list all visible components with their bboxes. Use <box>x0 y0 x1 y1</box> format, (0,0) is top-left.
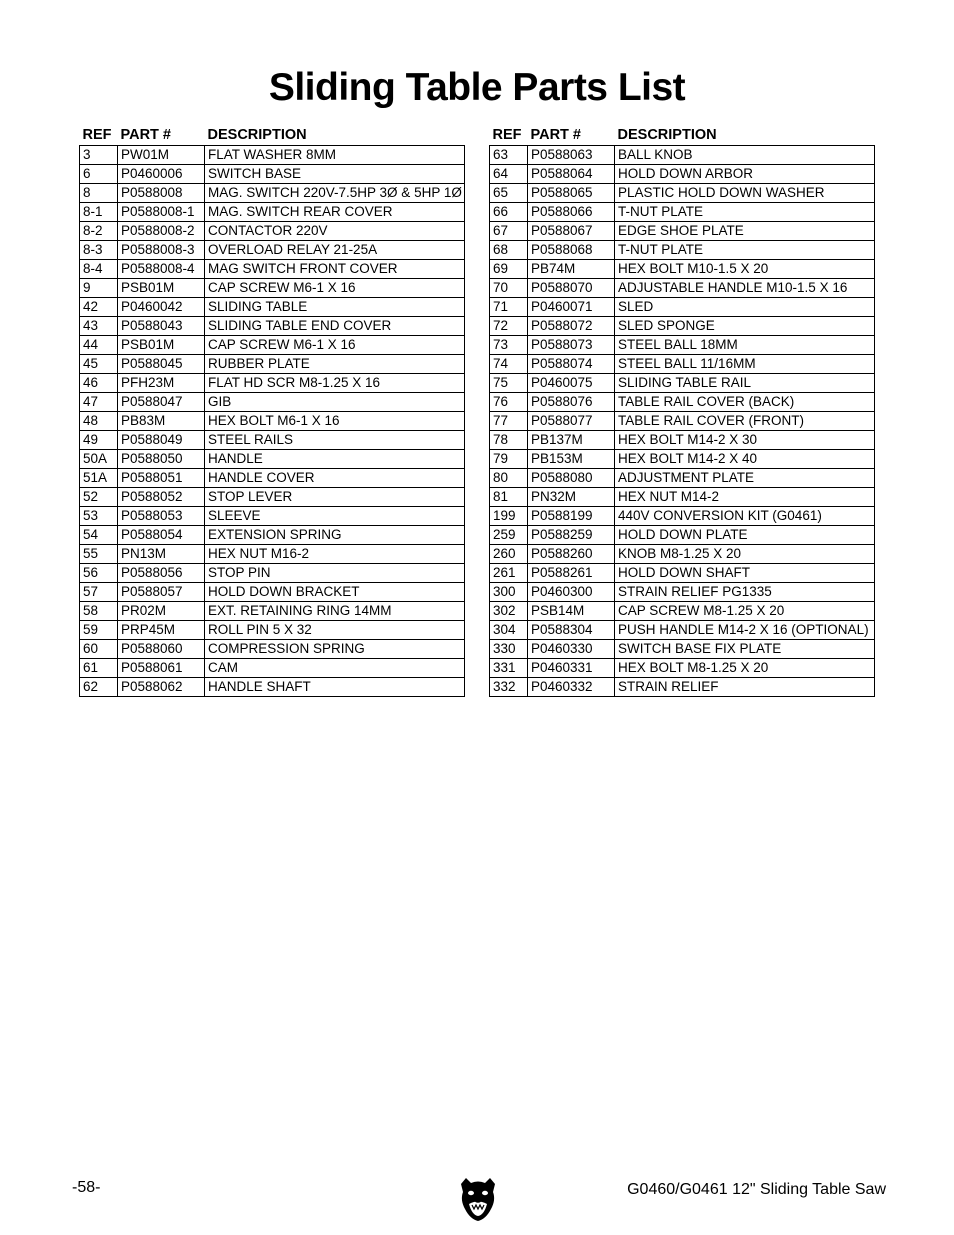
part-ref-cell: 78 <box>490 431 528 450</box>
table-row <box>80 602 465 621</box>
part-number-cell: P0588077 <box>528 412 615 431</box>
table-row <box>490 241 875 260</box>
table-row <box>490 488 875 507</box>
part-ref-cell: 81 <box>490 488 528 507</box>
part-ref-cell: 42 <box>80 298 118 317</box>
part-ref-cell: 331 <box>490 659 528 678</box>
table-row <box>80 184 465 203</box>
part-number-cell: P0588076 <box>528 393 615 412</box>
part-description-cell: HEX BOLT M8-1.25 X 20 <box>615 659 875 678</box>
part-number-cell: P0588057 <box>118 583 205 602</box>
table-row <box>490 431 875 450</box>
part-ref-cell: 65 <box>490 184 528 203</box>
part-number-cell: P0588259 <box>528 526 615 545</box>
part-ref-cell: 8 <box>80 184 118 203</box>
part-description-cell: PUSH HANDLE M14-2 X 16 (OPTIONAL) <box>615 621 875 640</box>
part-ref-cell: 75 <box>490 374 528 393</box>
part-description-cell: FLAT HD SCR M8-1.25 X 16 <box>205 374 465 393</box>
part-number-cell: P0588008-4 <box>118 260 205 279</box>
part-description-cell: HOLD DOWN ARBOR <box>615 165 875 184</box>
part-number-cell: P0588008-2 <box>118 222 205 241</box>
table-row <box>80 431 465 450</box>
part-ref-cell: 302 <box>490 602 528 621</box>
part-number-cell: P0460300 <box>528 583 615 602</box>
part-number-cell: P0588073 <box>528 336 615 355</box>
part-description-cell: SLIDING TABLE END COVER <box>205 317 465 336</box>
part-number-cell: PB137M <box>528 431 615 450</box>
part-number-cell: P0588053 <box>118 507 205 526</box>
part-number-cell: P0588063 <box>528 146 615 165</box>
part-description-cell: CONTACTOR 220V <box>205 222 465 241</box>
table-row <box>490 412 875 431</box>
part-description-cell: EXT. RETAINING RING 14MM <box>205 602 465 621</box>
table-row <box>490 203 875 222</box>
part-number-cell: P0588080 <box>528 469 615 488</box>
part-ref-cell: 47 <box>80 393 118 412</box>
column-header-part: PART # <box>530 127 581 143</box>
part-number-cell: P0588052 <box>118 488 205 507</box>
part-description-cell: PLASTIC HOLD DOWN WASHER <box>615 184 875 203</box>
table-row <box>490 317 875 336</box>
part-description-cell: GIB <box>205 393 465 412</box>
part-ref-cell: 73 <box>490 336 528 355</box>
table-row <box>490 545 875 564</box>
part-description-cell: COMPRESSION SPRING <box>205 640 465 659</box>
part-description-cell: ADJUSTMENT PLATE <box>615 469 875 488</box>
part-number-cell: P0588051 <box>118 469 205 488</box>
table-row <box>80 545 465 564</box>
part-description-cell: HANDLE <box>205 450 465 469</box>
table-row <box>80 393 465 412</box>
table-row <box>490 564 875 583</box>
table-row <box>490 222 875 241</box>
table-row <box>80 564 465 583</box>
page-title: Sliding Table Parts List <box>268 66 686 109</box>
table-row <box>80 146 465 165</box>
part-description-cell: HEX BOLT M6-1 X 16 <box>205 412 465 431</box>
table-row <box>490 184 875 203</box>
part-ref-cell: 8-4 <box>80 260 118 279</box>
part-ref-cell: 260 <box>490 545 528 564</box>
part-description-cell: RUBBER PLATE <box>205 355 465 374</box>
part-ref-cell: 332 <box>490 678 528 697</box>
part-number-cell: P0588304 <box>528 621 615 640</box>
part-description-cell: HANDLE SHAFT <box>205 678 465 697</box>
part-ref-cell: 8-1 <box>80 203 118 222</box>
part-ref-cell: 259 <box>490 526 528 545</box>
table-row <box>490 165 875 184</box>
table-row <box>80 640 465 659</box>
part-description-cell: STEEL RAILS <box>205 431 465 450</box>
column-header-part: PART # <box>120 127 171 143</box>
part-number-cell: P0588199 <box>528 507 615 526</box>
part-number-cell: PRP45M <box>118 621 205 640</box>
part-number-cell: P0588054 <box>118 526 205 545</box>
part-description-cell: 440V CONVERSION KIT (G0461) <box>615 507 875 526</box>
part-description-cell: SLEEVE <box>205 507 465 526</box>
part-description-cell: HOLD DOWN SHAFT <box>615 564 875 583</box>
part-description-cell: STOP LEVER <box>205 488 465 507</box>
part-ref-cell: 68 <box>490 241 528 260</box>
part-description-cell: CAM <box>205 659 465 678</box>
table-row <box>490 298 875 317</box>
part-number-cell: PSB14M <box>528 602 615 621</box>
part-description-cell: MAG. SWITCH REAR COVER <box>205 203 465 222</box>
part-number-cell: P0460042 <box>118 298 205 317</box>
part-ref-cell: 70 <box>490 279 528 298</box>
parts-table-right-body <box>490 146 875 697</box>
table-row <box>490 678 875 697</box>
parts-table-right <box>489 122 875 697</box>
part-description-cell: SLED <box>615 298 875 317</box>
part-description-cell: STRAIN RELIEF PG1335 <box>615 583 875 602</box>
table-row <box>80 317 465 336</box>
part-ref-cell: 51A <box>80 469 118 488</box>
part-ref-cell: 58 <box>80 602 118 621</box>
table-row <box>80 298 465 317</box>
table-header-row <box>80 122 465 146</box>
part-number-cell: P0588065 <box>528 184 615 203</box>
part-ref-cell: 50A <box>80 450 118 469</box>
part-number-cell: P0588062 <box>118 678 205 697</box>
table-row <box>80 279 465 298</box>
part-ref-cell: 8-3 <box>80 241 118 260</box>
part-ref-cell: 48 <box>80 412 118 431</box>
part-ref-cell: 300 <box>490 583 528 602</box>
part-ref-cell: 59 <box>80 621 118 640</box>
part-description-cell: HEX NUT M14-2 <box>615 488 875 507</box>
part-description-cell: ADJUSTABLE HANDLE M10-1.5 X 16 <box>615 279 875 298</box>
part-description-cell: HOLD DOWN PLATE <box>615 526 875 545</box>
part-number-cell: PB153M <box>528 450 615 469</box>
part-number-cell: P0588260 <box>528 545 615 564</box>
page-number: -58- <box>72 1179 101 1196</box>
table-row <box>490 450 875 469</box>
column-header-description: DESCRIPTION <box>617 127 717 143</box>
part-description-cell: KNOB M8-1.25 X 20 <box>615 545 875 564</box>
part-description-cell: STEEL BALL 11/16MM <box>615 355 875 374</box>
part-description-cell: SLED SPONGE <box>615 317 875 336</box>
part-number-cell: PN32M <box>528 488 615 507</box>
part-ref-cell: 330 <box>490 640 528 659</box>
part-description-cell: TABLE RAIL COVER (BACK) <box>615 393 875 412</box>
part-description-cell: SLIDING TABLE <box>205 298 465 317</box>
part-number-cell: P0588043 <box>118 317 205 336</box>
part-number-cell: PB83M <box>118 412 205 431</box>
part-description-cell: SWITCH BASE <box>205 165 465 184</box>
part-ref-cell: 72 <box>490 317 528 336</box>
part-number-cell: P0588045 <box>118 355 205 374</box>
part-description-cell: CAP SCREW M6-1 X 16 <box>205 336 465 355</box>
table-row <box>490 602 875 621</box>
part-ref-cell: 199 <box>490 507 528 526</box>
part-number-cell: P0588068 <box>528 241 615 260</box>
part-description-cell: MAG SWITCH FRONT COVER <box>205 260 465 279</box>
part-number-cell: PR02M <box>118 602 205 621</box>
column-header-description: DESCRIPTION <box>207 127 307 143</box>
part-description-cell: MAG. SWITCH 220V-7.5HP 3Ø & 5HP 1Ø <box>205 184 465 203</box>
table-row <box>80 355 465 374</box>
table-row <box>80 203 465 222</box>
part-number-cell: PN13M <box>118 545 205 564</box>
part-number-cell: P0588008 <box>118 184 205 203</box>
table-row <box>80 678 465 697</box>
part-ref-cell: 54 <box>80 526 118 545</box>
part-description-cell: STOP PIN <box>205 564 465 583</box>
part-ref-cell: 80 <box>490 469 528 488</box>
part-number-cell: PSB01M <box>118 336 205 355</box>
part-description-cell: HEX BOLT M14-2 X 30 <box>615 431 875 450</box>
table-row <box>80 222 465 241</box>
part-number-cell: P0460330 <box>528 640 615 659</box>
table-row <box>490 336 875 355</box>
part-description-cell: T-NUT PLATE <box>615 241 875 260</box>
part-description-cell: EDGE SHOE PLATE <box>615 222 875 241</box>
part-ref-cell: 46 <box>80 374 118 393</box>
column-header-ref: REF <box>82 127 112 143</box>
table-row <box>80 469 465 488</box>
part-description-cell: CAP SCREW M6-1 X 16 <box>205 279 465 298</box>
part-ref-cell: 3 <box>80 146 118 165</box>
table-row <box>490 393 875 412</box>
part-ref-cell: 304 <box>490 621 528 640</box>
table-row <box>490 260 875 279</box>
part-description-cell: HEX BOLT M14-2 X 40 <box>615 450 875 469</box>
part-ref-cell: 76 <box>490 393 528 412</box>
part-description-cell: BALL KNOB <box>615 146 875 165</box>
table-row <box>80 526 465 545</box>
part-ref-cell: 45 <box>80 355 118 374</box>
table-row <box>490 526 875 545</box>
table-row <box>80 488 465 507</box>
part-number-cell: P0588067 <box>528 222 615 241</box>
part-number-cell: P0588061 <box>118 659 205 678</box>
part-number-cell: P0588050 <box>118 450 205 469</box>
part-description-cell: SLIDING TABLE RAIL <box>615 374 875 393</box>
part-number-cell: P0460071 <box>528 298 615 317</box>
parts-table-left <box>79 122 465 697</box>
part-ref-cell: 56 <box>80 564 118 583</box>
table-row <box>490 374 875 393</box>
table-row <box>490 507 875 526</box>
part-ref-cell: 49 <box>80 431 118 450</box>
part-description-cell: STEEL BALL 18MM <box>615 336 875 355</box>
part-ref-cell: 57 <box>80 583 118 602</box>
table-row <box>80 621 465 640</box>
table-row <box>80 583 465 602</box>
part-number-cell: P0460075 <box>528 374 615 393</box>
table-row <box>490 640 875 659</box>
part-description-cell: ROLL PIN 5 X 32 <box>205 621 465 640</box>
part-number-cell: P0460006 <box>118 165 205 184</box>
part-number-cell: P0588066 <box>528 203 615 222</box>
part-number-cell: P0588056 <box>118 564 205 583</box>
part-description-cell: TABLE RAIL COVER (FRONT) <box>615 412 875 431</box>
part-number-cell: P0588070 <box>528 279 615 298</box>
part-description-cell: T-NUT PLATE <box>615 203 875 222</box>
part-description-cell: EXTENSION SPRING <box>205 526 465 545</box>
part-ref-cell: 71 <box>490 298 528 317</box>
manual-title: G0460/G0461 12" Sliding Table Saw <box>627 1181 886 1198</box>
part-ref-cell: 43 <box>80 317 118 336</box>
table-row <box>80 374 465 393</box>
column-header-ref: REF <box>492 127 522 143</box>
table-row <box>490 355 875 374</box>
table-row <box>80 165 465 184</box>
table-row <box>490 583 875 602</box>
part-description-cell: SWITCH BASE FIX PLATE <box>615 640 875 659</box>
part-number-cell: P0588064 <box>528 165 615 184</box>
part-ref-cell: 6 <box>80 165 118 184</box>
part-number-cell: P0588049 <box>118 431 205 450</box>
part-number-cell: P0588261 <box>528 564 615 583</box>
parts-table-left-body <box>80 146 465 697</box>
table-row <box>490 469 875 488</box>
part-ref-cell: 52 <box>80 488 118 507</box>
part-ref-cell: 79 <box>490 450 528 469</box>
table-row <box>80 241 465 260</box>
part-ref-cell: 55 <box>80 545 118 564</box>
part-ref-cell: 61 <box>80 659 118 678</box>
part-description-cell: OVERLOAD RELAY 21-25A <box>205 241 465 260</box>
part-ref-cell: 60 <box>80 640 118 659</box>
part-number-cell: PB74M <box>528 260 615 279</box>
part-ref-cell: 69 <box>490 260 528 279</box>
table-row <box>80 412 465 431</box>
part-description-cell: HOLD DOWN BRACKET <box>205 583 465 602</box>
table-row <box>490 146 875 165</box>
part-number-cell: P0460332 <box>528 678 615 697</box>
part-description-cell: HANDLE COVER <box>205 469 465 488</box>
table-row <box>490 621 875 640</box>
part-number-cell: PW01M <box>118 146 205 165</box>
part-description-cell: HEX NUT M16-2 <box>205 545 465 564</box>
table-row <box>80 659 465 678</box>
part-ref-cell: 63 <box>490 146 528 165</box>
part-number-cell: PFH23M <box>118 374 205 393</box>
part-number-cell: P0460331 <box>528 659 615 678</box>
table-row <box>490 279 875 298</box>
part-ref-cell: 64 <box>490 165 528 184</box>
part-ref-cell: 66 <box>490 203 528 222</box>
part-number-cell: P0588074 <box>528 355 615 374</box>
table-row <box>80 260 465 279</box>
part-ref-cell: 62 <box>80 678 118 697</box>
grizzly-bear-logo-icon <box>458 1176 498 1222</box>
part-ref-cell: 77 <box>490 412 528 431</box>
part-number-cell: P0588060 <box>118 640 205 659</box>
part-description-cell: CAP SCREW M8-1.25 X 20 <box>615 602 875 621</box>
part-number-cell: P0588008-1 <box>118 203 205 222</box>
part-ref-cell: 44 <box>80 336 118 355</box>
part-ref-cell: 67 <box>490 222 528 241</box>
table-header-row <box>490 122 875 146</box>
part-ref-cell: 74 <box>490 355 528 374</box>
part-ref-cell: 53 <box>80 507 118 526</box>
table-row <box>80 507 465 526</box>
part-description-cell: STRAIN RELIEF <box>615 678 875 697</box>
table-row <box>80 450 465 469</box>
part-ref-cell: 8-2 <box>80 222 118 241</box>
part-number-cell: P0588072 <box>528 317 615 336</box>
part-description-cell: FLAT WASHER 8MM <box>205 146 465 165</box>
part-number-cell: P0588008-3 <box>118 241 205 260</box>
table-row <box>80 336 465 355</box>
part-ref-cell: 9 <box>80 279 118 298</box>
part-ref-cell: 261 <box>490 564 528 583</box>
part-number-cell: PSB01M <box>118 279 205 298</box>
table-row <box>490 659 875 678</box>
part-number-cell: P0588047 <box>118 393 205 412</box>
part-description-cell: HEX BOLT M10-1.5 X 20 <box>615 260 875 279</box>
